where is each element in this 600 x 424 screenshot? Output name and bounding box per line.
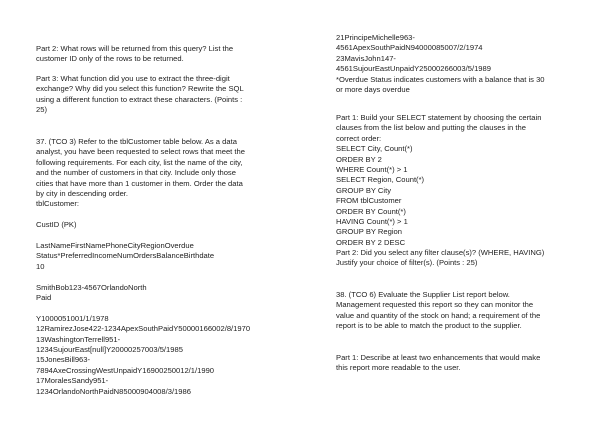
- text-line: 12RamirezJose422-1234ApexSouthPaidY50000166002/8/1970: [36, 324, 251, 334]
- text-line: LastNameFirstNamePhoneCityRegionOverdue: [36, 241, 194, 251]
- text-line: report is to be able to match the product to the supplier.: [336, 321, 522, 331]
- text-line: this report more readable to the user.: [336, 363, 461, 373]
- part2-rows-question: [36, 44, 266, 65]
- text-line: 7894AxeCrossingWestUnpaidY16900250012/1/1990: [36, 365, 215, 375]
- text-line: exchange? Why did you select this function? Rewrite the SQL: [36, 84, 244, 94]
- text-line: tblCustomer:: [36, 199, 80, 209]
- text-line: GROUP BY City: [336, 185, 391, 195]
- text-line: 4561SujourEastUnpaidY25000266003/5/1989: [336, 64, 491, 74]
- text-line: 10: [36, 261, 45, 271]
- text-line: ORDER BY Count(*): [336, 206, 406, 216]
- text-line: 15JonesBill963-: [36, 355, 91, 365]
- part3-function-question: [36, 74, 266, 116]
- part2-filter-question: [336, 248, 566, 269]
- text-line: correct order:: [336, 133, 382, 143]
- blank-line: [36, 303, 266, 313]
- part1-enhancements-question: [336, 353, 566, 374]
- text-line: 25): [36, 105, 47, 115]
- text-line: and the number of customers in that city. Include only those: [36, 168, 236, 178]
- text-line: ORDER BY 2: [336, 154, 382, 164]
- blank-line: [36, 210, 266, 220]
- text-line: cities that have more than 1 customer in them. Order the data: [36, 178, 243, 188]
- text-line: SELECT City, Count(*): [336, 144, 413, 154]
- text-line: 1234OrlandoNorthPaidN85000904008/3/1986: [36, 386, 191, 396]
- customer-table-continued: [336, 33, 566, 95]
- question-37: [36, 137, 266, 397]
- text-line: SELECT Region, Count(*): [336, 175, 425, 185]
- text-line: 38. (TCO 6) Evaluate the Supplier List report below.: [336, 290, 510, 299]
- text-line: 1234SujourEast[null]Y20000257003/5/1985: [36, 345, 183, 355]
- text-line: WHERE Count(*) > 1: [336, 165, 408, 175]
- text-line: 4561ApexSouthPaidN94000085007/2/1974: [336, 43, 483, 53]
- text-line: SmithBob123-4567OrlandoNorth: [36, 282, 147, 292]
- text-line: HAVING Count(*) > 1: [336, 217, 408, 227]
- text-line: ORDER BY 2 DESC: [336, 237, 406, 247]
- text-line: *Overdue Status indicates customers with a balance that is 30: [336, 74, 545, 84]
- text-line: following requirements. For each city, list the name of the city,: [36, 157, 243, 167]
- text-line: Part 2: What rows will be returned from this query? List the: [36, 44, 234, 53]
- text-line: 37. (TCO 3) Refer to the tblCustomer table below. As a data: [36, 137, 237, 146]
- text-line: CustID (PK): [36, 220, 77, 230]
- text-line: Part 2: Did you select any filter clause(s)? (WHERE, HAVING): [336, 248, 545, 257]
- text-line: Y1000051001/1/1978: [36, 313, 109, 323]
- text-line: or more days overdue: [336, 85, 410, 95]
- text-line: Part 3: What function did you use to extract the three-digit: [36, 74, 230, 83]
- text-line: Paid: [36, 293, 52, 303]
- part1-select-statement: [336, 113, 566, 248]
- text-line: FROM tblCustomer: [336, 196, 402, 206]
- text-line: Justify your choice of filter(s). (Points : 25): [336, 258, 478, 268]
- text-line: 13WashingtonTerrell951-: [36, 334, 121, 344]
- question-38: [336, 290, 566, 332]
- text-line: clauses from the list below and putting the clauses in the: [336, 123, 526, 133]
- text-line: Part 1: Build your SELECT statement by choosing the certain: [336, 113, 542, 122]
- text-line: using a different function to extract these characters. (Points :: [36, 94, 243, 104]
- text-line: analyst, you have been requested to select rows that meet the: [36, 147, 245, 157]
- text-line: 21PrincipeMichelle963-: [336, 33, 415, 42]
- text-line: Part 1: Describe at least two enhancements that would make: [336, 353, 541, 362]
- text-line: value and quantity of the stock on hand; a requirement of the: [336, 310, 541, 320]
- blank-line: [36, 272, 266, 282]
- text-line: Management requested this report so they can monitor the: [336, 300, 534, 310]
- text-line: customer ID only of the rows to be returned.: [36, 54, 184, 64]
- text-line: 23MavisJohn147-: [336, 53, 396, 63]
- text-line: by city in descending order.: [36, 189, 129, 199]
- text-line: GROUP BY Region: [336, 227, 402, 237]
- text-line: Status*PreferredIncomeNumOrdersBalanceBirthdate: [36, 251, 215, 261]
- text-line: 17MoralesSandy951-: [36, 376, 109, 386]
- blank-line: [36, 231, 266, 241]
